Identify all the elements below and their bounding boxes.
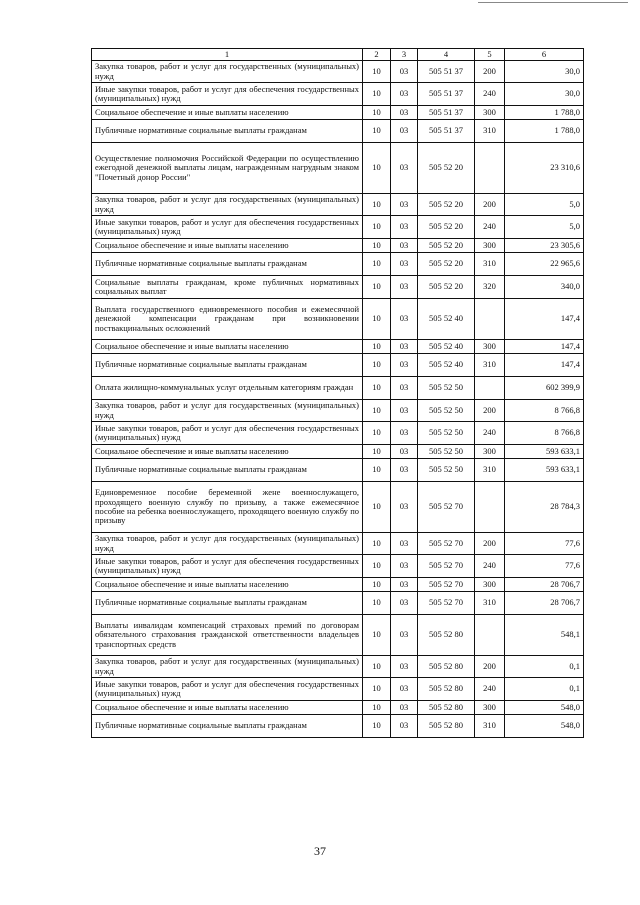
table-row [92, 445, 584, 459]
table-row [92, 61, 584, 83]
cell-section: 10 [363, 83, 391, 106]
cell-amount: 1 788,0 [505, 106, 584, 120]
table-row [92, 340, 584, 354]
cell-amount: 0,1 [505, 678, 584, 701]
cell-section: 10 [363, 239, 391, 253]
cell-amount: 28 706,7 [505, 592, 584, 615]
cell-name: Выплата государственного единовременного пособия и ежемесячной денежной компенсации гражданам при возникновении поствакцинальных осложнений [92, 299, 363, 340]
cell-name: Публичные нормативные социальные выплаты гражданам [92, 120, 363, 143]
cell-section: 10 [363, 615, 391, 656]
cell-target: 505 52 70 [418, 578, 475, 592]
cell-expense-type: 300 [475, 340, 505, 354]
cell-section: 10 [363, 656, 391, 678]
cell-expense-type: 300 [475, 239, 505, 253]
cell-subsection: 03 [391, 459, 418, 482]
cell-subsection: 03 [391, 354, 418, 377]
table-row [92, 106, 584, 120]
cell-target: 505 52 20 [418, 143, 475, 194]
cell-subsection: 03 [391, 555, 418, 578]
cell-amount: 5,0 [505, 194, 584, 216]
cell-amount: 147,4 [505, 340, 584, 354]
cell-section: 10 [363, 61, 391, 83]
cell-name: Социальное обеспечение и иные выплаты населению [92, 701, 363, 715]
cell-amount: 23 305,6 [505, 239, 584, 253]
cell-expense-type [475, 615, 505, 656]
cell-amount: 147,4 [505, 354, 584, 377]
cell-name: Публичные нормативные социальные выплаты гражданам [92, 459, 363, 482]
table-row [92, 400, 584, 422]
cell-target: 505 52 20 [418, 194, 475, 216]
cell-target: 505 52 80 [418, 701, 475, 715]
cell-section: 10 [363, 715, 391, 738]
cell-amount: 28 706,7 [505, 578, 584, 592]
table-row [92, 83, 584, 106]
cell-amount: 0,1 [505, 656, 584, 678]
cell-expense-type [475, 299, 505, 340]
cell-name: Публичные нормативные социальные выплаты гражданам [92, 354, 363, 377]
cell-subsection: 03 [391, 239, 418, 253]
cell-amount: 548,0 [505, 715, 584, 738]
cell-subsection: 03 [391, 701, 418, 715]
table-row [92, 592, 584, 615]
cell-section: 10 [363, 445, 391, 459]
cell-section: 10 [363, 555, 391, 578]
cell-name: Осуществление полномочия Российской Федерации по осуществлению ежегодной денежной выплаты лицам, награжденным нагрудным знаком "Почетный донор России" [92, 143, 363, 194]
cell-target: 505 52 80 [418, 656, 475, 678]
cell-amount: 23 310,6 [505, 143, 584, 194]
cell-expense-type: 310 [475, 592, 505, 615]
cell-amount: 30,0 [505, 83, 584, 106]
cell-name: Публичные нормативные социальные выплаты гражданам [92, 592, 363, 615]
cell-subsection: 03 [391, 678, 418, 701]
cell-target: 505 52 80 [418, 615, 475, 656]
cell-expense-type [475, 482, 505, 533]
cell-section: 10 [363, 120, 391, 143]
cell-name: Социальные выплаты гражданам, кроме публичных нормативных социальных выплат [92, 276, 363, 299]
cell-expense-type [475, 377, 505, 400]
cell-expense-type [475, 143, 505, 194]
cell-expense-type: 200 [475, 400, 505, 422]
cell-name: Социальное обеспечение и иные выплаты населению [92, 578, 363, 592]
cell-name: Социальное обеспечение и иные выплаты населению [92, 239, 363, 253]
cell-section: 10 [363, 143, 391, 194]
cell-amount: 30,0 [505, 61, 584, 83]
cell-subsection: 03 [391, 106, 418, 120]
cell-target: 505 52 20 [418, 253, 475, 276]
header-cell-target: 4 [418, 49, 475, 61]
header-cell-name: 1 [92, 49, 363, 61]
table-row [92, 533, 584, 555]
table-row [92, 656, 584, 678]
cell-target: 505 51 37 [418, 61, 475, 83]
cell-expense-type: 240 [475, 83, 505, 106]
cell-expense-type: 300 [475, 106, 505, 120]
header-cell-amount: 6 [505, 49, 584, 61]
budget-table [91, 48, 584, 738]
cell-name: Закупка товаров, работ и услуг для государственных (муниципальных) нужд [92, 194, 363, 216]
cell-amount: 5,0 [505, 216, 584, 239]
cell-subsection: 03 [391, 61, 418, 83]
cell-subsection: 03 [391, 276, 418, 299]
cell-subsection: 03 [391, 143, 418, 194]
cell-name: Иные закупки товаров, работ и услуг для обеспечения государственных (муниципальных) нужд [92, 216, 363, 239]
header-cell-section: 2 [363, 49, 391, 61]
table-row [92, 377, 584, 400]
cell-expense-type: 310 [475, 459, 505, 482]
cell-subsection: 03 [391, 715, 418, 738]
table-row [92, 701, 584, 715]
cell-amount: 8 766,8 [505, 422, 584, 445]
table-row [92, 276, 584, 299]
cell-expense-type: 200 [475, 533, 505, 555]
page-number: 37 [314, 844, 326, 858]
cell-target: 505 52 50 [418, 377, 475, 400]
cell-target: 505 52 70 [418, 482, 475, 533]
cell-target: 505 52 20 [418, 239, 475, 253]
cell-section: 10 [363, 400, 391, 422]
cell-amount: 1 788,0 [505, 120, 584, 143]
cell-expense-type: 310 [475, 120, 505, 143]
cell-expense-type: 310 [475, 354, 505, 377]
cell-expense-type: 240 [475, 555, 505, 578]
cell-subsection: 03 [391, 83, 418, 106]
cell-name: Выплаты инвалидам компенсаций страховых премий по договорам обязательного страхования гражданской ответственности владельцев транспортных средств [92, 615, 363, 656]
cell-amount: 602 399,9 [505, 377, 584, 400]
cell-name: Иные закупки товаров, работ и услуг для обеспечения государственных (муниципальных) нужд [92, 83, 363, 106]
cell-subsection: 03 [391, 194, 418, 216]
cell-subsection: 03 [391, 592, 418, 615]
cell-target: 505 52 50 [418, 400, 475, 422]
cell-subsection: 03 [391, 377, 418, 400]
table-row [92, 615, 584, 656]
header-cell-expense-type: 5 [475, 49, 505, 61]
table-row [92, 216, 584, 239]
cell-amount: 548,1 [505, 615, 584, 656]
cell-amount: 77,6 [505, 555, 584, 578]
cell-expense-type: 240 [475, 678, 505, 701]
cell-subsection: 03 [391, 656, 418, 678]
table-row [92, 354, 584, 377]
table-row [92, 678, 584, 701]
cell-subsection: 03 [391, 615, 418, 656]
cell-expense-type: 300 [475, 578, 505, 592]
cell-amount: 28 784,3 [505, 482, 584, 533]
cell-target: 505 52 70 [418, 533, 475, 555]
cell-subsection: 03 [391, 578, 418, 592]
cell-amount: 77,6 [505, 533, 584, 555]
cell-name: Социальное обеспечение и иные выплаты населению [92, 106, 363, 120]
table-row [92, 555, 584, 578]
table-row [92, 194, 584, 216]
table-row [92, 578, 584, 592]
cell-section: 10 [363, 253, 391, 276]
table-row [92, 459, 584, 482]
cell-target: 505 52 50 [418, 459, 475, 482]
table-row [92, 299, 584, 340]
cell-target: 505 52 50 [418, 445, 475, 459]
cell-amount: 8 766,8 [505, 400, 584, 422]
cell-target: 505 51 37 [418, 106, 475, 120]
cell-name: Социальное обеспечение и иные выплаты населению [92, 445, 363, 459]
cell-name: Иные закупки товаров, работ и услуг для обеспечения государственных (муниципальных) нужд [92, 422, 363, 445]
cell-target: 505 52 20 [418, 216, 475, 239]
cell-name: Социальное обеспечение и иные выплаты населению [92, 340, 363, 354]
cell-target: 505 52 40 [418, 299, 475, 340]
cell-subsection: 03 [391, 533, 418, 555]
cell-section: 10 [363, 377, 391, 400]
cell-target: 505 51 37 [418, 120, 475, 143]
cell-section: 10 [363, 299, 391, 340]
cell-target: 505 52 70 [418, 555, 475, 578]
cell-subsection: 03 [391, 340, 418, 354]
cell-name: Единовременное пособие беременной жене военнослужащего, проходящего военную службу по призыву, а также ежемесячное пособие на ребенка военнослужащего, проходящего военную службу по призыву [92, 482, 363, 533]
cell-expense-type: 300 [475, 445, 505, 459]
top-rule [478, 2, 628, 3]
cell-name: Закупка товаров, работ и услуг для государственных (муниципальных) нужд [92, 61, 363, 83]
cell-target: 505 52 20 [418, 276, 475, 299]
cell-subsection: 03 [391, 482, 418, 533]
cell-subsection: 03 [391, 216, 418, 239]
cell-subsection: 03 [391, 120, 418, 143]
cell-section: 10 [363, 459, 391, 482]
cell-subsection: 03 [391, 422, 418, 445]
cell-expense-type: 310 [475, 253, 505, 276]
cell-expense-type: 200 [475, 656, 505, 678]
cell-target: 505 52 80 [418, 715, 475, 738]
cell-expense-type: 240 [475, 422, 505, 445]
cell-section: 10 [363, 422, 391, 445]
cell-section: 10 [363, 354, 391, 377]
cell-name: Закупка товаров, работ и услуг для государственных (муниципальных) нужд [92, 656, 363, 678]
cell-expense-type: 240 [475, 216, 505, 239]
table-row [92, 422, 584, 445]
table-row [92, 120, 584, 143]
cell-target: 505 52 70 [418, 592, 475, 615]
cell-section: 10 [363, 276, 391, 299]
cell-section: 10 [363, 578, 391, 592]
table-row [92, 239, 584, 253]
cell-section: 10 [363, 482, 391, 533]
cell-section: 10 [363, 194, 391, 216]
cell-subsection: 03 [391, 445, 418, 459]
cell-expense-type: 320 [475, 276, 505, 299]
cell-name: Закупка товаров, работ и услуг для государственных (муниципальных) нужд [92, 533, 363, 555]
table-row [92, 143, 584, 194]
cell-name: Закупка товаров, работ и услуг для государственных (муниципальных) нужд [92, 400, 363, 422]
cell-expense-type: 200 [475, 194, 505, 216]
cell-expense-type: 300 [475, 701, 505, 715]
cell-section: 10 [363, 216, 391, 239]
table-row [92, 482, 584, 533]
cell-subsection: 03 [391, 253, 418, 276]
cell-name: Иные закупки товаров, работ и услуг для обеспечения государственных (муниципальных) нужд [92, 678, 363, 701]
cell-target: 505 52 40 [418, 354, 475, 377]
cell-amount: 22 965,6 [505, 253, 584, 276]
cell-subsection: 03 [391, 299, 418, 340]
header-cell-subsection: 3 [391, 49, 418, 61]
cell-section: 10 [363, 701, 391, 715]
cell-section: 10 [363, 340, 391, 354]
cell-amount: 340,0 [505, 276, 584, 299]
cell-name: Оплата жилищно-коммунальных услуг отдельным категориям граждан [92, 377, 363, 400]
cell-target: 505 52 40 [418, 340, 475, 354]
cell-target: 505 51 37 [418, 83, 475, 106]
cell-amount: 147,4 [505, 299, 584, 340]
cell-name: Публичные нормативные социальные выплаты гражданам [92, 253, 363, 276]
cell-amount: 593 633,1 [505, 445, 584, 459]
cell-section: 10 [363, 592, 391, 615]
table-row [92, 253, 584, 276]
cell-subsection: 03 [391, 400, 418, 422]
cell-target: 505 52 80 [418, 678, 475, 701]
cell-expense-type: 200 [475, 61, 505, 83]
table-row [92, 715, 584, 738]
cell-section: 10 [363, 533, 391, 555]
table-header-row [92, 49, 584, 61]
cell-amount: 593 633,1 [505, 459, 584, 482]
cell-expense-type: 310 [475, 715, 505, 738]
cell-name: Публичные нормативные социальные выплаты гражданам [92, 715, 363, 738]
cell-section: 10 [363, 678, 391, 701]
cell-target: 505 52 50 [418, 422, 475, 445]
cell-name: Иные закупки товаров, работ и услуг для обеспечения государственных (муниципальных) нужд [92, 555, 363, 578]
cell-amount: 548,0 [505, 701, 584, 715]
cell-section: 10 [363, 106, 391, 120]
